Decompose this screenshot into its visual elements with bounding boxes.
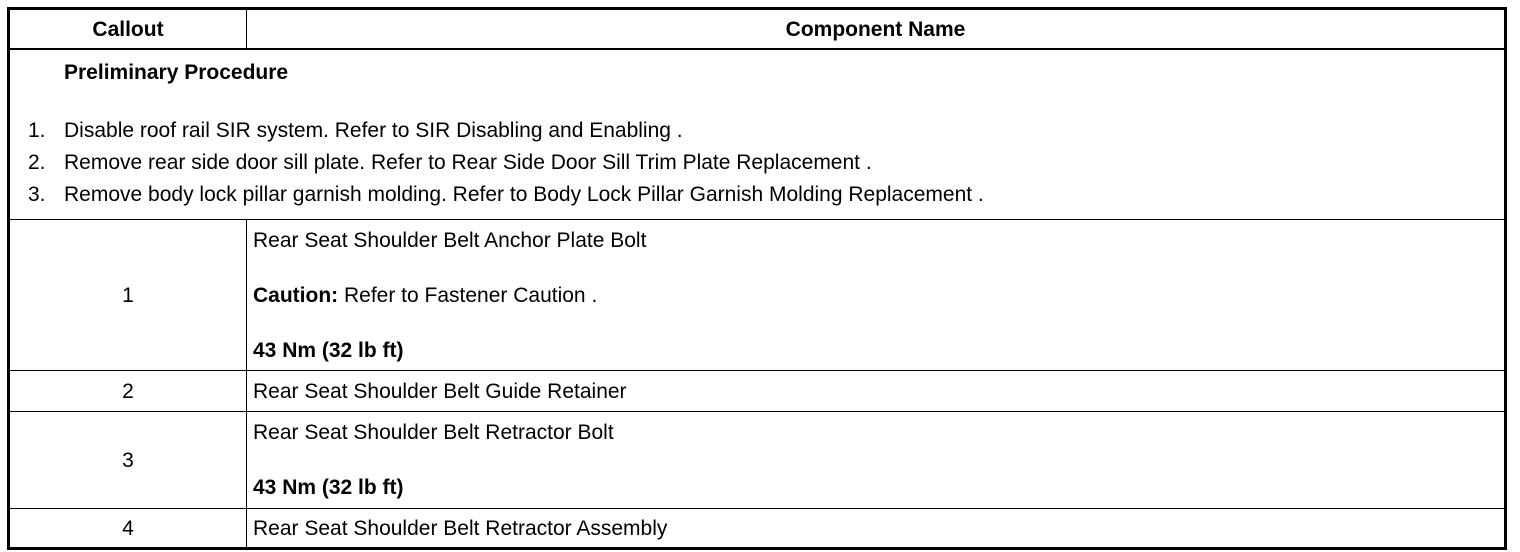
preliminary-procedure-title: Preliminary Procedure <box>64 61 289 84</box>
caution-text: Refer to Fastener Caution . <box>338 283 598 307</box>
preliminary-step <box>10 115 1504 147</box>
preliminary-step <box>10 179 1504 211</box>
component-name: Rear Seat Shoulder Belt Retractor Bolt <box>253 421 614 444</box>
caution-label: Caution: <box>253 283 339 307</box>
preliminary-procedure-row <box>10 49 1505 220</box>
step-text: Remove rear side door sill plate. Refer to Rear Side Door Sill Trim Plate Replacement . <box>64 151 872 174</box>
torque-spec: 43 Nm (32 lb ft) <box>253 338 404 362</box>
table-row <box>10 371 1505 412</box>
callout-cell: 1 <box>10 220 247 371</box>
header-callout: Callout <box>10 10 247 50</box>
step-number: 3. <box>28 183 46 206</box>
component-cell <box>247 220 1505 371</box>
table-row <box>10 509 1505 548</box>
callout-cell: 2 <box>10 371 247 412</box>
component-cell <box>247 412 1505 509</box>
table-row <box>10 412 1505 509</box>
caution-note <box>253 283 1504 308</box>
component-name: Rear Seat Shoulder Belt Guide Retainer <box>247 371 1505 412</box>
step-text: Disable roof rail SIR system. Refer to SIR Disabling and Enabling . <box>64 119 683 142</box>
preliminary-step <box>10 147 1504 179</box>
step-text: Remove body lock pillar garnish molding. Refer to Body Lock Pillar Garnish Molding Replacement . <box>64 183 984 206</box>
callout-cell: 4 <box>10 509 247 548</box>
step-number: 2. <box>28 151 46 174</box>
preliminary-procedure-cell <box>10 49 1505 220</box>
preliminary-steps-list <box>10 115 1504 211</box>
component-table <box>9 9 1505 548</box>
step-number: 1. <box>28 119 46 142</box>
component-name: Rear Seat Shoulder Belt Anchor Plate Bolt <box>253 228 647 252</box>
header-component-name: Component Name <box>247 10 1505 50</box>
table-row <box>10 220 1505 371</box>
table-header-row <box>10 10 1505 50</box>
torque-spec: 43 Nm (32 lb ft) <box>253 476 404 499</box>
component-name: Rear Seat Shoulder Belt Retractor Assembly <box>247 509 1505 548</box>
component-table-frame <box>7 7 1507 550</box>
callout-cell: 3 <box>10 412 247 509</box>
